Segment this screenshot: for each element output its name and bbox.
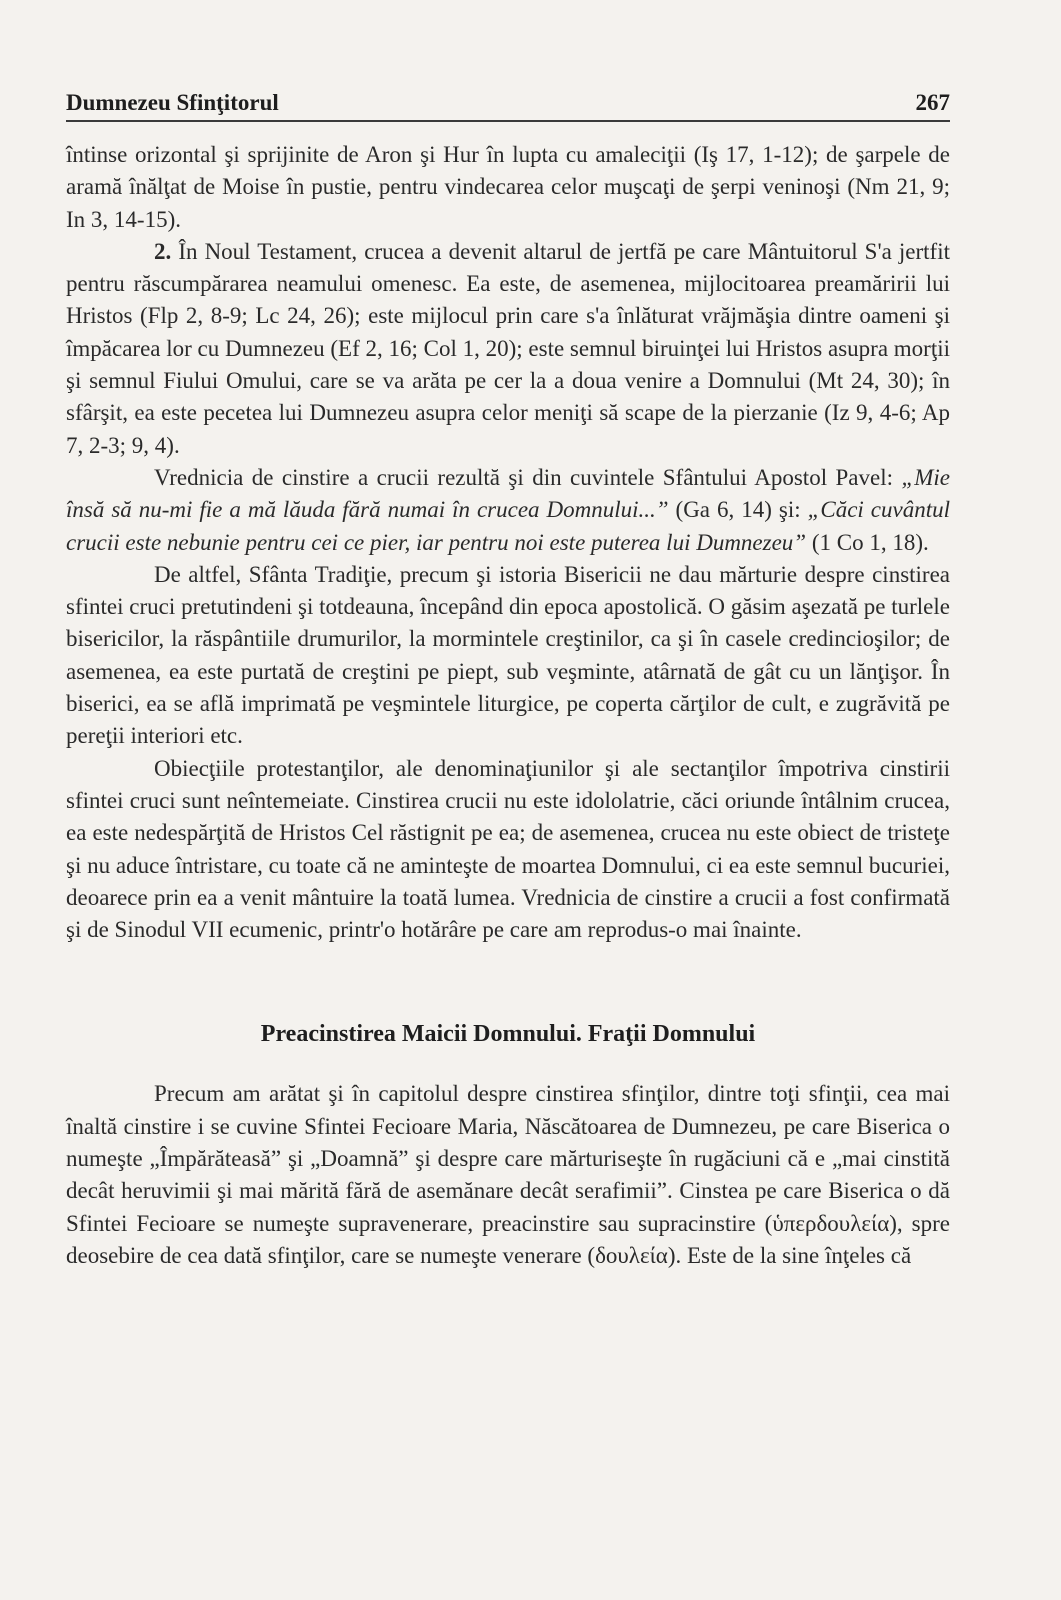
main-text (66, 139, 950, 946)
book-page (66, 90, 950, 1272)
paragraph: Obiecţiile protestanţilor, ale denominaţiunilor şi ale sectanţilor împotriva cinstirii sfintei cruci sunt neîntemeiate. Cinstirea crucii nu este idololatrie, căci oriunde întâlnim crucea, ea este nedespărţită de Hristos Cel răstignit pe ea; de asemenea, crucea nu este obiect de tristeţe şi nu aduce întristare, cu toate că ne aminteşte de moartea Domnului, ci ea este semnul bucuriei, deoarece prin ea a venit mântuire la toată lumea. Vrednicia de cinstire a crucii a fost confirmată şi de Sinodul VII ecumenic, printr'o hotărâre pe care am reprodus-o mai înainte. (66, 755, 950, 943)
section-heading: Preacinstirea Maicii Domnului. Fraţii Domnului (260, 1021, 756, 1048)
paragraph (66, 236, 950, 462)
running-header (66, 90, 950, 122)
paragraph-text: (1 Co 1, 18). (806, 529, 929, 555)
paragraph-text: Vrednicia de cinstire a crucii rezultă şi din cuvintele Sfântului Apostol Pavel: (154, 464, 902, 490)
paragraph-text: (Ga 6, 14) şi: (668, 497, 808, 523)
running-title: Dumnezeu Sfinţitorul (66, 90, 279, 115)
scripture-quote: „Mie însă să nu-mi fie a mă lăuda fără numai în crucea Domnului...” (66, 464, 950, 523)
paragraph-text: În Noul Testament, crucea a devenit altarul de jertfă pe care Mântuitorul S'a jertfit pentru răscumpărarea neamului omenesc. Ea este, de asemenea, mijlocitoarea preamăririi lui Hristos (Flp 2, 8-9; Lc 24, 26); este mijlocul prin care s'a înlăturat vrăjmăşia dintre oameni şi împăcarea lor cu Dumnezeu (Ef 2, 16; Col 1, 20); este semnul biruinţei lui Hristos asupra morţii şi semnul Fiului Omului, care se va arăta pe cer la a doua venire a Domnului (Mt 24, 30); în sfârşit, ea este pecetea lui Dumnezeu asupra celor meniţi să scape de la pierzanie (Iz 9, 4-6; Ap 7, 2-3; 9, 4). (66, 238, 951, 458)
paragraph: De altfel, Sfânta Tradiţie, precum şi istoria Bisericii ne dau mărturie despre cinstirea sfintei cruci pretutindeni şi totdeauna, începând din epoca apostolică. O găsim aşezată pe turlele bisericilor, la răspântiile drumurilor, la mormintele creştinilor, ca şi în casele credincioşilor; de asemenea, ea este purtată de creştini pe piept, sub veşminte, atârnată de gât cu un lănţişor. În biserici, ea se află imprimată pe veşmintele liturgice, pe coperta cărţilor de cult, e zugrăvită pe pereţii interiori etc. (66, 561, 950, 749)
paragraph: întinse orizontal şi sprijinite de Aron şi Hur în lupta cu amaleciţii (Iş 17, 1-12); de şarpele de aramă înălţat de Moise în pustie, pentru vindecarea celor muşcaţi de şerpi veninoşi (Nm 21, 9; In 3, 14-15). (66, 142, 950, 232)
paragraph (66, 462, 950, 559)
scripture-quote: „Căci cuvântul crucii este nebunie pentru cei ce pier, iar pentru noi este puterea lui Dumnezeu” (66, 497, 950, 555)
list-number: 2. (154, 238, 172, 264)
paragraph: Precum am arătat şi în capitolul despre cinstirea sfinţilor, dintre toţi sfinţii, cea mai înaltă cinstire i se cuvine Sfintei Fecioare Maria, Născătoarea de Dumnezeu, pe care Biserica o numeşte „Împărăteasă” şi „Doamnă” şi despre care mărturiseşte în rugăciuni că e „mai cinstită decât heruvimii şi mai mărită fără de asemănare decât serafimii”. Cinstea pe care Biserica o dă Sfintei Fecioare se numeşte supravenerare, preacinstire sau supracinstire (ὑπερδουλεία), spre deosebire de cea dată sfinţilor, care se numeşte venerare (δουλεία). Este de la sine înţeles că (66, 1081, 950, 1268)
section-text (66, 1078, 950, 1272)
page-number: 267 (915, 90, 950, 115)
